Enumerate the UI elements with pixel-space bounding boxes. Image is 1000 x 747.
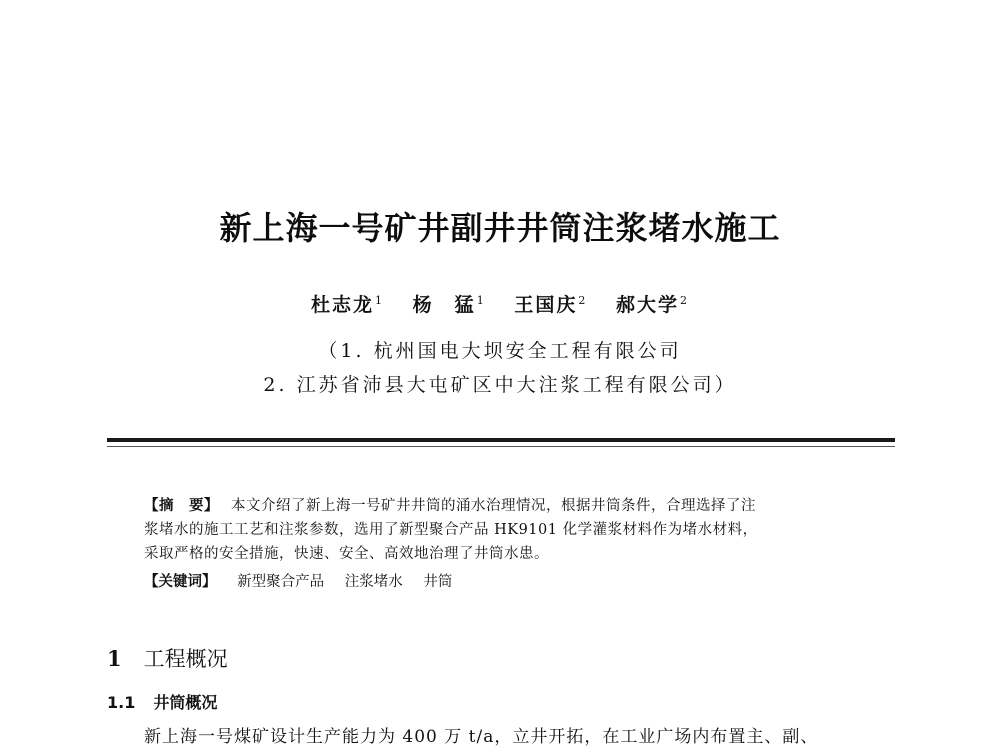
author-name: 杜志龙 [311, 294, 375, 316]
subsection-number: 1.1 [107, 693, 136, 712]
keyword: 新型聚合产品 [237, 574, 325, 590]
paper-title: 新上海一号矿井副井井筒注浆堵水施工 [219, 209, 781, 247]
author [616, 290, 689, 317]
affiliation-line: （1. 杭州国电大坝安全工程有限公司 [318, 340, 682, 362]
abstract-line [144, 494, 864, 518]
author [311, 290, 384, 317]
subsection-title: 井筒概况 [153, 693, 218, 712]
subsection-heading [107, 690, 217, 713]
author-affiliation-mark: 1 [375, 293, 385, 307]
author-affiliation-mark: 1 [476, 293, 486, 307]
section-title: 工程概况 [143, 647, 228, 671]
abstract-block [144, 494, 864, 566]
header-divider-thick [107, 438, 895, 442]
header-divider-thin [107, 446, 895, 447]
keywords-block [144, 570, 468, 591]
author [413, 290, 486, 317]
author-list [0, 290, 1000, 317]
section-number: 1 [107, 646, 122, 671]
abstract-label: 【摘 要】 [144, 498, 219, 514]
author-affiliation-mark: 2 [578, 293, 588, 307]
keyword: 注浆堵水 [344, 574, 403, 590]
author [514, 290, 587, 317]
author-name: 杨 猛 [412, 294, 476, 316]
affiliation-line: 2. 江苏省沛县大屯矿区中大注浆工程有限公司） [263, 374, 737, 396]
author-affiliation-mark: 2 [679, 293, 689, 307]
keywords-label: 【关键词】 [144, 574, 217, 590]
keyword: 井筒 [423, 574, 453, 590]
abstract-line: 浆堵水的施工工艺和注浆参数，选用了新型聚合产品 HK9101 化学灌浆材料作为堵水材料， [144, 522, 758, 538]
section-heading [107, 643, 228, 673]
author-name: 王国庆 [514, 294, 578, 316]
body-text-line: 新上海一号煤矿设计生产能力为 400 万 t/a，立井开拓，在工业广场内布置主、副、 [144, 727, 819, 747]
abstract-line: 采取严格的安全措施，快速、安全、高效地治理了井筒水患。 [144, 546, 549, 562]
abstract-text: 本文介绍了新上海一号矿井井筒的涌水治理情况，根据井筒条件，合理选择了注 [231, 498, 756, 514]
author-name: 郝大学 [615, 294, 679, 316]
